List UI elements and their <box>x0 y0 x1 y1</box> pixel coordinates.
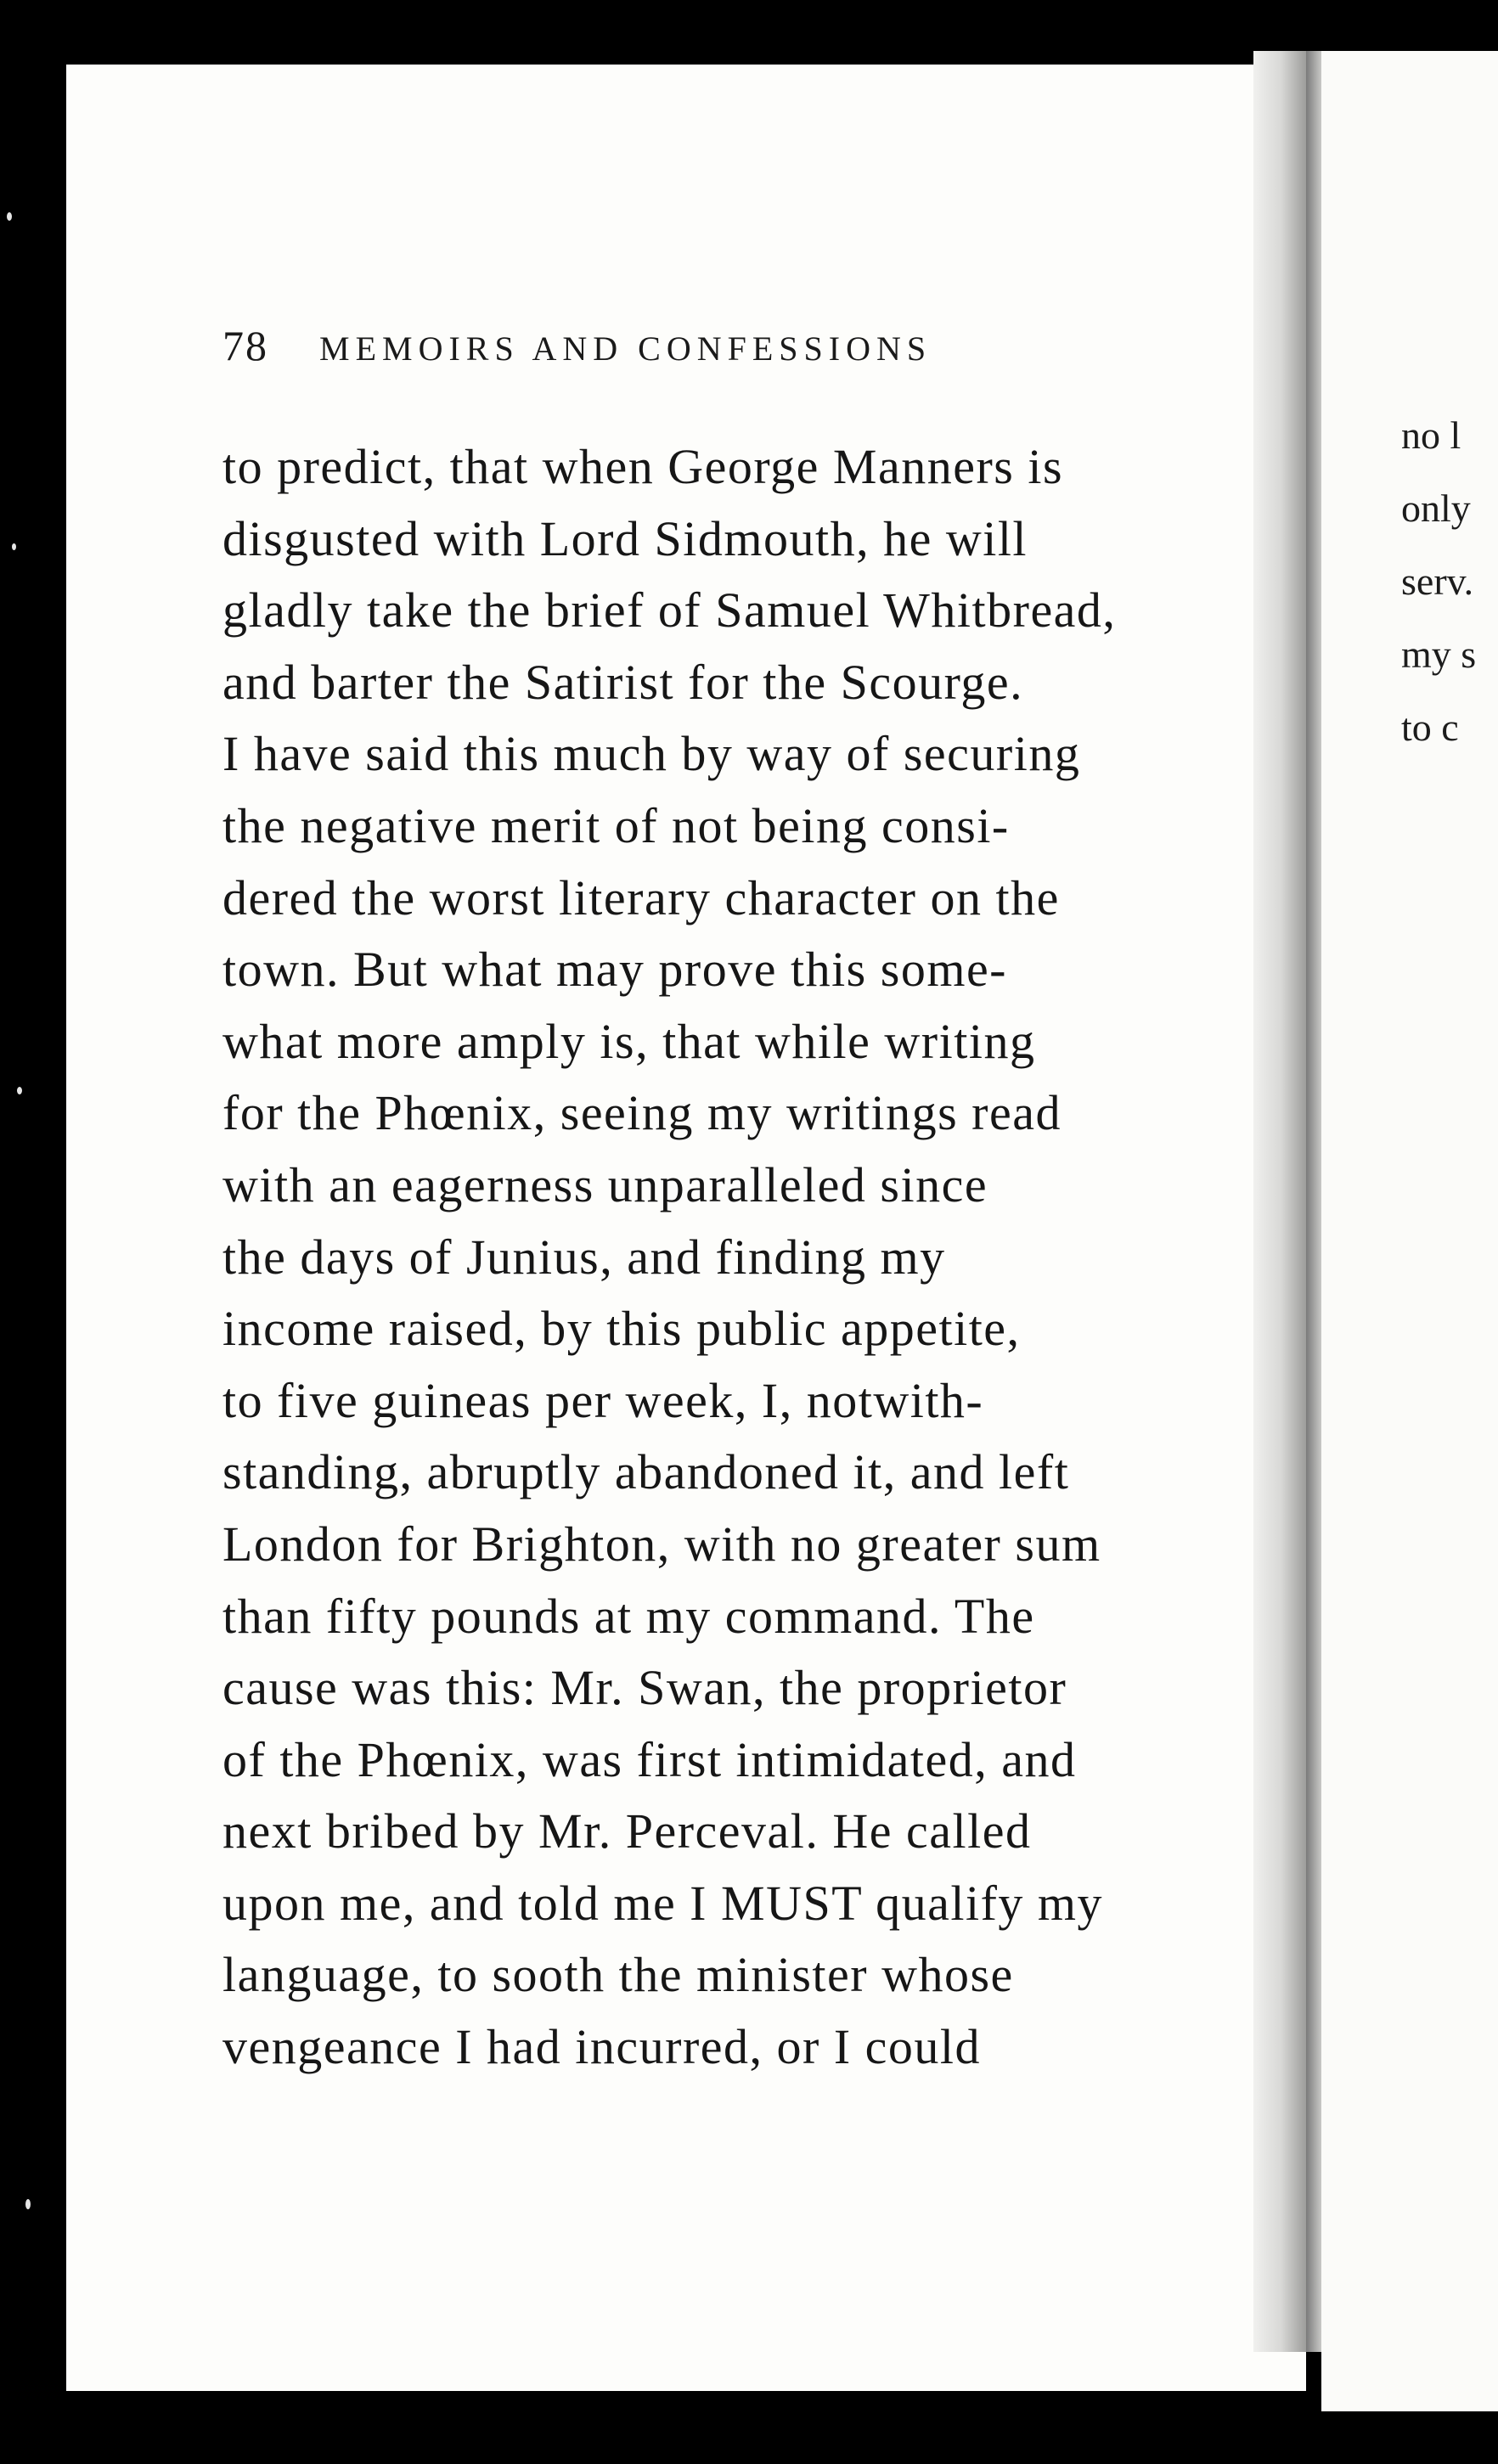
text-line: London for Brighton, with no greater sum <box>222 1516 1101 1572</box>
text-line: with an eagerness unparalleled since <box>222 1156 988 1212</box>
text-line: cause was this: Mr. Swan, the proprietor <box>222 1660 1067 1716</box>
text-line: next bribed by Mr. Perceval. He called <box>222 1803 1032 1859</box>
text-line: and barter the Satirist for the Scourge. <box>222 654 1024 710</box>
facing-text-line: serv. <box>1401 560 1474 603</box>
text-line: to five guineas per week, I, notwith- <box>222 1372 984 1428</box>
facing-text-line: to c <box>1401 706 1459 749</box>
text-line: upon me, and told me I MUST qualify my <box>222 1875 1103 1931</box>
running-header <box>222 321 1089 380</box>
text-line: dered the worst literary character on the <box>222 869 1060 925</box>
facing-text-line: my s <box>1401 633 1477 676</box>
running-title: MEMOIRS AND CONFESSIONS <box>319 329 932 368</box>
scan-speck <box>17 1087 22 1094</box>
binding-edge <box>1306 51 1321 2352</box>
text-line: income raised, by this public appetite, <box>222 1301 1021 1357</box>
facing-text-line: no l <box>1401 413 1461 457</box>
text-line: language, to sooth the minister whose <box>222 1947 1014 2003</box>
text-line: to predict, that when George Manners is <box>222 439 1064 494</box>
facing-text-line: only <box>1401 487 1471 530</box>
scan-speck <box>12 543 16 550</box>
text-line: disgusted with Lord Sidmouth, he will <box>222 510 1028 566</box>
body-text <box>222 431 1242 2084</box>
text-line: gladly take the brief of Samuel Whitbread, <box>222 582 1117 639</box>
scan-speck <box>25 2199 31 2209</box>
text-line: for the Phœnix, seeing my writings read <box>222 1085 1062 1141</box>
text-line: I have said this much by way of securing <box>222 726 1081 782</box>
text-line: of the Phœnix, was first intimidated, and <box>222 1731 1077 1787</box>
text-line: what more amply is, that while writing <box>222 1013 1036 1069</box>
text-line: the negative merit of not being consi- <box>222 797 1010 853</box>
page-number: 78 <box>222 322 268 369</box>
text-line: than fifty pounds at my command. The <box>222 1588 1035 1644</box>
scan-speck <box>7 212 12 221</box>
text-line: standing, abruptly abandoned it, and left <box>222 1444 1070 1500</box>
text-line: the days of Junius, and finding my <box>222 1229 946 1285</box>
text-line: vengeance I had incurred, or I could <box>222 2019 981 2075</box>
facing-page-text <box>1401 399 1498 764</box>
text-line: town. But what may prove this some- <box>222 942 1008 998</box>
